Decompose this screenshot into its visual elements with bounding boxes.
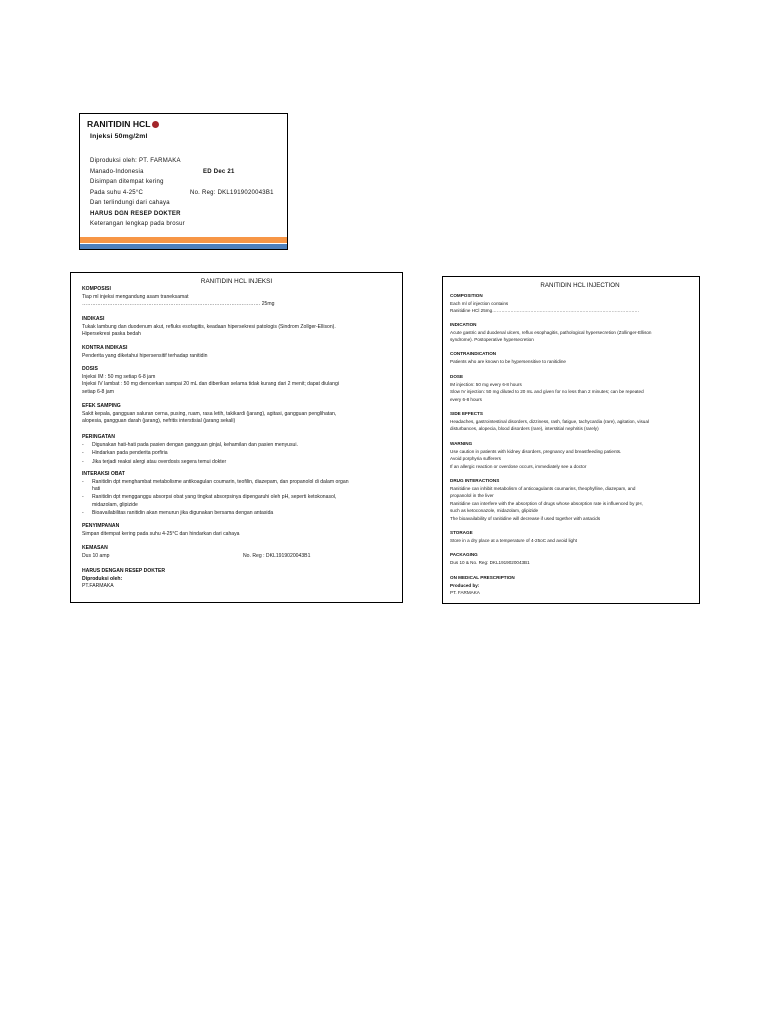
section-line: Ranitidine can interfere with the absorption of drugs whose absorption rate is influenced by pH, bbox=[450, 500, 643, 506]
section-line: Dus 10 & No. Reg: DKL1919020043B1 bbox=[450, 559, 530, 565]
section-line: disturbances, alopecia, blood disorders (rare), interstitial nephritis (rarely) bbox=[450, 426, 599, 432]
list-item-continuation bbox=[82, 486, 349, 494]
section-line: Injeksi IV lambat : 50 mg diencerkan sampai 20 mL dan diberikan selama tidak kurang dari 2 menit; dapat diulangi bbox=[82, 381, 339, 388]
produced-by-label: Diproduksi oleh: bbox=[82, 575, 123, 582]
section-indikasi bbox=[82, 316, 336, 339]
label-info bbox=[90, 156, 280, 230]
section-drug-interactions bbox=[450, 477, 643, 523]
label-reg-no: No. Reg: DKL1919020043B1 bbox=[190, 189, 274, 196]
section-heading: DRUG INTERACTIONS bbox=[450, 478, 500, 483]
section-heading: KEMASAN bbox=[82, 545, 108, 551]
section-line: setiap 6-8 jam bbox=[82, 389, 114, 396]
brochure-title: RANITIDIN HCL INJEKSI bbox=[200, 278, 273, 285]
list-item-text: midazolam, glipizide bbox=[92, 501, 138, 508]
section-kontra-indikasi bbox=[82, 345, 207, 360]
section-composition bbox=[450, 292, 639, 315]
section-efek-samping bbox=[82, 403, 336, 426]
label-manufacturer: Diproduksi oleh: PT. FARMAKA bbox=[90, 158, 181, 164]
section-line: IM injection: 50 mg every 6-8 hours bbox=[450, 381, 522, 387]
section-line: Avoid porphyria sufferers bbox=[450, 456, 501, 462]
product-label bbox=[79, 113, 288, 250]
section-line: Ranitidine HCl 25mg…………………………………………………………………………………… bbox=[450, 308, 640, 314]
section-heading: EFEK SAMPING bbox=[82, 403, 121, 409]
section-line: Hipersekresi paska bedah bbox=[82, 331, 141, 338]
section-line: Acute gastric and duodenal ulcers, reflux esophagitis, pathological hypersecretion (Zollinger-Ellison bbox=[450, 329, 652, 335]
list-item bbox=[82, 458, 298, 466]
section-line: Simpan ditempat kering pada suhu 4-25°C dan hindarkan dari cahaya bbox=[82, 530, 240, 537]
section-dose bbox=[450, 373, 644, 403]
brochure-english bbox=[442, 276, 700, 604]
manufacturer-name: PT.FARMAKA bbox=[82, 583, 114, 590]
kemasan-row bbox=[82, 552, 311, 561]
section-komposisi bbox=[82, 286, 274, 309]
brochure-indonesian bbox=[70, 272, 403, 603]
list-item-text: Hindarkan pada penderita porfiria bbox=[92, 450, 168, 457]
section-line: Penderita yang diketahui hipersensitif terhadap ranitidin bbox=[82, 352, 208, 359]
section-peringatan bbox=[82, 433, 298, 466]
label-expiry: ED Dec 21 bbox=[203, 168, 235, 175]
section-line: Headaches, gastrointestinal disorders, dizziness, rash, fatigue, tachycardia (rare), agitation, visual bbox=[450, 418, 649, 424]
section-heading: SIDE EFFECTS bbox=[450, 411, 483, 416]
section-indication bbox=[450, 321, 651, 344]
section-line: If an allergic reaction or overdose occurs, immediately see a doctor bbox=[450, 463, 587, 469]
list-item-text: Ranitidin dpt menghambat metabolisme antikoagulan coumarin, teofilin, diazepam, dan propanolol di dalam organ bbox=[92, 478, 349, 485]
section-penyimpanan bbox=[82, 523, 240, 538]
section-line: …………………………………………………………………………………………… 25mg bbox=[82, 301, 275, 308]
bullet-dash: - bbox=[82, 458, 84, 465]
section-line: every 6-8 hours bbox=[450, 396, 482, 402]
bullet-dash: - bbox=[82, 442, 84, 449]
section-heading: DOSIS bbox=[82, 366, 98, 372]
section-line: syndrome). Postoperative hypersecretion bbox=[450, 337, 534, 343]
bullet-dash: - bbox=[82, 450, 84, 457]
list-item-text: hati bbox=[92, 486, 101, 493]
label-title bbox=[87, 118, 159, 130]
section-heading: PENYIMPANAN bbox=[82, 523, 120, 529]
section-line: alopesia, gangguan darah (jarang), nefritis interstisial (jarang sekali) bbox=[82, 418, 236, 425]
section-storage bbox=[450, 529, 577, 544]
label-origin-row bbox=[90, 167, 280, 178]
list-item-text: Jika terjadi reaksi alergi atau overdosis segera temui dokter bbox=[92, 458, 227, 465]
list-item-text: Digunakan hati-hati pada pasien dengan gangguan ginjal, kehamilan dan pasien menyusui. bbox=[92, 442, 298, 449]
package-text: Dus 10 amp bbox=[82, 552, 110, 559]
section-heading: CONTRAINDICATION bbox=[450, 351, 497, 356]
section-contraindication bbox=[450, 350, 566, 365]
section-packaging bbox=[450, 551, 530, 566]
section-heading: WARNING bbox=[450, 441, 473, 446]
prescription-notice: ON MEDICAL PRESCRIPTION bbox=[450, 575, 515, 580]
blue-stripe bbox=[80, 244, 287, 249]
list-item bbox=[82, 510, 349, 518]
section-footer bbox=[82, 568, 165, 591]
label-storage-temp: Pada suhu 4-25°C bbox=[90, 189, 144, 196]
label-storage-temp-row bbox=[90, 188, 280, 199]
section-heading: STORAGE bbox=[450, 530, 473, 535]
label-origin: Manado-Indonesia bbox=[90, 168, 144, 175]
prescription-notice: HARUS DENGAN RESEP DOKTER bbox=[82, 568, 166, 574]
section-line: Use caution in patients with kidney disorders, pregnancy and breastfeeding patients. bbox=[450, 448, 622, 454]
label-strength: Injeksi 50mg/2ml bbox=[90, 133, 148, 140]
section-kemasan bbox=[82, 545, 311, 560]
section-line: Patients who are known to be hypersensitive to ranitidine bbox=[450, 358, 566, 364]
section-heading: PERINGATAN bbox=[82, 434, 115, 440]
list-item bbox=[82, 479, 349, 487]
section-side-effects bbox=[450, 410, 649, 433]
section-dosis bbox=[82, 366, 339, 397]
bullet-dash: - bbox=[82, 478, 84, 485]
bullet-dash: - bbox=[82, 509, 84, 516]
section-line: Injeksi IM : 50 mg setiap 6-8 jam bbox=[82, 373, 156, 380]
section-line: Store in a dry place at a temperature of 4-25oC and avoid light bbox=[450, 537, 577, 543]
orange-stripe bbox=[80, 237, 287, 243]
list-item-text: Bioavailabilitas ranitidin akan menurun jika digunakan bersama dengan antasida bbox=[92, 509, 274, 516]
list-item bbox=[82, 441, 298, 449]
section-line: Ranitidine can inhibit metabolism of anticoagulants coumarins, theophylline, diazepam, and bbox=[450, 485, 636, 491]
label-title-text: RANITIDIN HCL bbox=[87, 119, 151, 129]
label-storage-dry: Disimpan ditempat kering bbox=[90, 179, 164, 185]
section-heading: INTERAKSI OBAT bbox=[82, 471, 125, 477]
section-line: propanolol in the liver bbox=[450, 493, 494, 499]
manufacturer-name: PT. FARMAKA bbox=[450, 590, 480, 596]
red-dot-icon bbox=[152, 121, 159, 128]
section-heading: KOMPOSISI bbox=[82, 286, 111, 292]
reg-no: No. Reg : DKL1919020043B1 bbox=[243, 552, 311, 559]
section-line: Tukak lambung dan duodenum akut, refluks esofagitis, keadaan hipersekresi patologis (Sindrom Zollger-Ellison). bbox=[82, 323, 336, 330]
list-item bbox=[82, 449, 298, 457]
section-heading: COMPOSITION bbox=[450, 293, 483, 298]
brochure-title: RANITIDIN HCL INJECTION bbox=[540, 282, 620, 289]
label-storage-light: Dan terlindungi dari cahaya bbox=[90, 200, 170, 206]
label-prescription: HARUS DGN RESEP DOKTER bbox=[90, 210, 181, 217]
section-warning bbox=[450, 440, 621, 470]
section-interaksi-obat bbox=[82, 471, 349, 517]
section-line: Each ml of injection contains bbox=[450, 300, 509, 306]
bullet-dash: - bbox=[82, 494, 84, 501]
label-brochure-note: Keterangan lengkap pada brosur bbox=[90, 221, 185, 227]
produced-by-label: Produced by: bbox=[450, 582, 480, 588]
list-item-text: Ranitidin dpt mengganggu absorpsi obat yang tingkat absorpsinya dipengaruhi oleh pH, seperti ketokonasol, bbox=[92, 494, 337, 501]
section-line: Tiap ml injeksi mengandung asam traneksamat bbox=[82, 293, 189, 300]
section-footer bbox=[450, 574, 515, 597]
section-heading: INDICATION bbox=[450, 322, 477, 327]
section-line: such as ketoconazole, midazolam, glipizide bbox=[450, 508, 539, 514]
section-heading: KONTRA INDIKASI bbox=[82, 345, 128, 351]
section-heading: PACKAGING bbox=[450, 552, 478, 557]
section-heading: INDIKASI bbox=[82, 316, 105, 322]
list-item-continuation bbox=[82, 502, 349, 510]
section-line: Sakit kepala, gangguan saluran cerna, pusing, ruam, rasa letih, takikardi (jarang), agitasi, gangguan penglihatan, bbox=[82, 410, 337, 417]
section-heading: DOSE bbox=[450, 374, 464, 379]
section-line: The bioavailability of ranitidine will decrease if used together with antacids bbox=[450, 515, 601, 521]
list-item bbox=[82, 494, 349, 502]
section-line: Slow IV injection: 50 mg diluted to 20 mL and given for no less than 2 minutes; can be repeated bbox=[450, 389, 644, 395]
